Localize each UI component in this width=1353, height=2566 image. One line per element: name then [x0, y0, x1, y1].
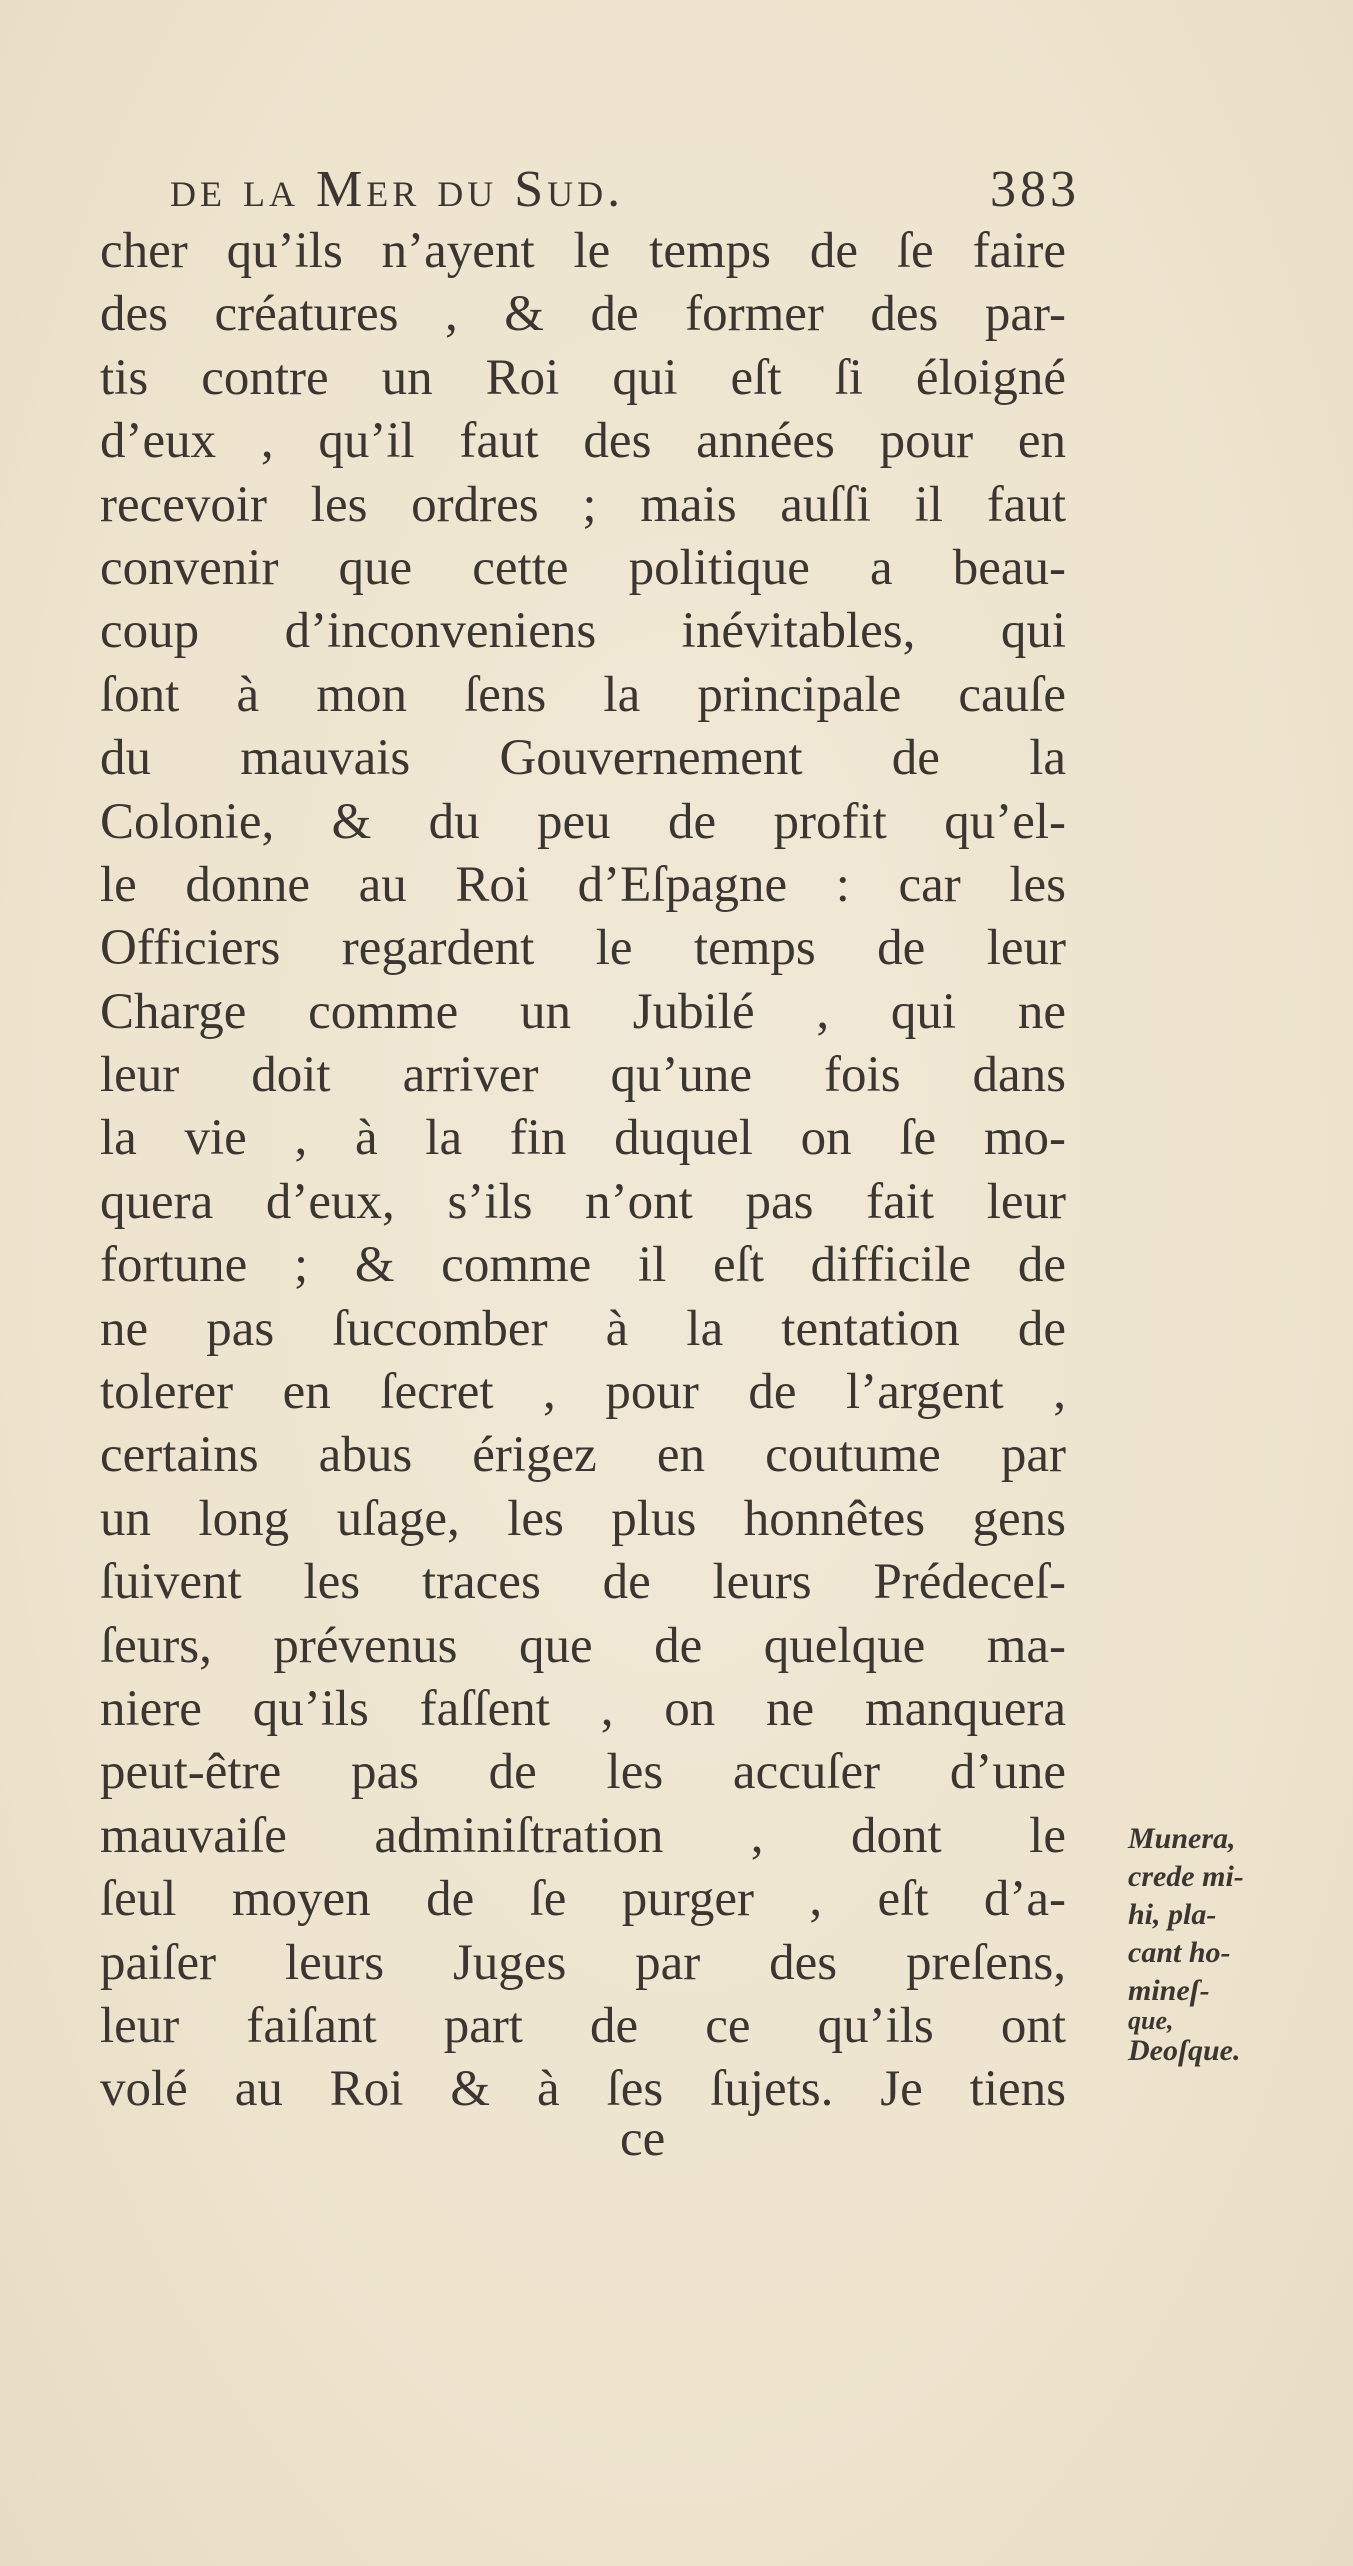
margin-note-line: Munera,	[1128, 1822, 1236, 1855]
text-line: quera d’eux, s’ils n’ont pas fait leur	[100, 1173, 1066, 1230]
text-line: des créatures , & de former des par-	[100, 286, 1066, 343]
text-line: le donne au Roi d’Eſpagne : car les	[100, 856, 1066, 913]
margin-note-line: que,	[1128, 2006, 1174, 2035]
text-line: Colonie, & du peu de profit qu’el-	[100, 793, 1066, 850]
text-line: niere qu’ils faſſent , on ne manquera	[100, 1680, 1066, 1737]
running-title: de la Mer du Sud.	[170, 161, 625, 218]
text-line: paiſer leurs Juges par des preſens,	[100, 1934, 1066, 1991]
text-line: coup d’inconveniens inévitables, qui	[100, 603, 1066, 660]
page-number: 383	[990, 161, 1080, 218]
text-line: peut-être pas de les accuſer d’une	[100, 1744, 1066, 1801]
text-line: tis contre un Roi qui eſt ſi éloigné	[100, 349, 1066, 406]
catchword: ce	[620, 2111, 666, 2167]
text-line: fortune ; & comme il eſt difficile de	[100, 1237, 1066, 1294]
margin-note-line: hi, pla-	[1128, 1898, 1217, 1931]
text-line: ne pas ſuccomber à la tentation de	[100, 1300, 1066, 1357]
text-line: ſeul moyen de ſe purger , eſt d’a-	[100, 1871, 1066, 1928]
margin-note-line: crede mi-	[1128, 1860, 1244, 1893]
text-line: un long uſage, les plus honnêtes gens	[100, 1490, 1066, 1547]
text-line: leur doit arriver qu’une fois dans	[100, 1047, 1066, 1104]
text-line: ſeurs, prévenus que de quelque ma-	[100, 1617, 1066, 1674]
margin-note-line: mineſ-	[1128, 1974, 1210, 2007]
text-line: Charge comme un Jubilé , qui ne	[100, 983, 1066, 1040]
body-text	[100, 220, 1066, 2122]
margin-note	[1128, 1820, 1268, 2070]
text-line: convenir que cette politique a beau-	[100, 539, 1066, 596]
text-line: tolerer en ſecret , pour de l’argent ,	[100, 1364, 1066, 1421]
margin-note-line: cant ho-	[1128, 1936, 1231, 1969]
text-line: mauvaiſe adminiſtration , dont le	[100, 1807, 1066, 1864]
text-line: la vie , à la fin duquel on ſe mo-	[100, 1110, 1066, 1167]
text-line: ſuivent les traces de leurs Prédeceſ-	[100, 1554, 1066, 1611]
text-line: ſont à mon ſens la principale cauſe	[100, 666, 1066, 723]
margin-note-line: Deoſque.	[1128, 2034, 1241, 2067]
text-line: d’eux , qu’il faut des années pour en	[100, 413, 1066, 470]
text-line: cher qu’ils n’ayent le temps de ſe faire	[100, 223, 1066, 279]
text-line: volé au Roi & à ſes ſujets. Je tiens	[100, 2061, 1066, 2118]
text-line: certains abus érigez en coutume par	[100, 1427, 1066, 1484]
text-line: leur faiſant part de ce qu’ils ont	[100, 1997, 1066, 2054]
text-line: recevoir les ordres ; mais auſſi il faut	[100, 476, 1066, 533]
text-line: Officiers regardent le temps de leur	[100, 920, 1066, 977]
text-line: du mauvais Gouvernement de la	[100, 730, 1066, 787]
